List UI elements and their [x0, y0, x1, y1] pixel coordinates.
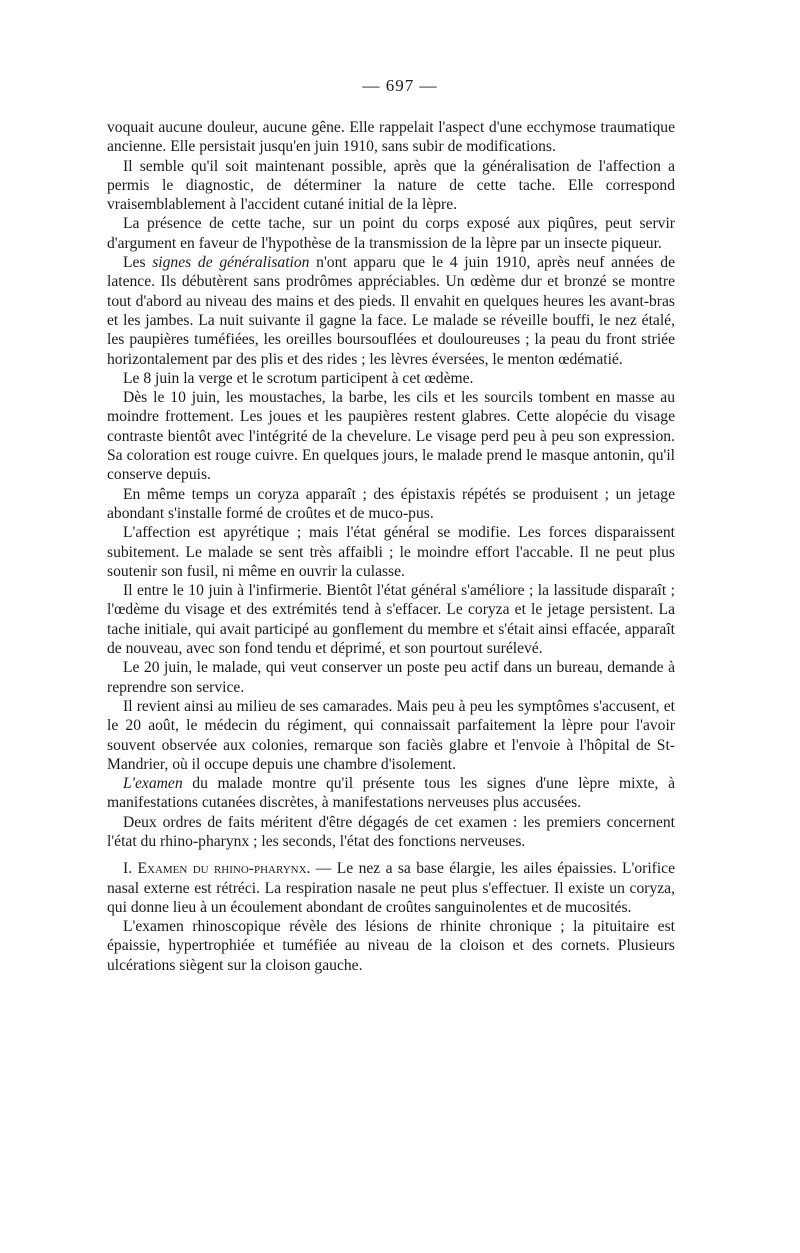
paragraph: Dès le 10 juin, les moustaches, la barbe, les cils et les sourcils tombent en masse au moindre frottement. Les joues et les paupières restent glabres. Cette alopécie du visage contraste bientôt avec l'intégrité de la chevelure. Le visage perd peu à peu son expression. Sa coloration est rouge cuivre. En quelques jours, le malade prend le masque antonin, qu'il conserve depuis. — [107, 389, 675, 484]
italic-term: signes de généralisation — [152, 254, 310, 272]
paragraph: Le 20 juin, le malade, qui veut conserver un poste peu actif dans un bureau, demande à reprendre son service. — [107, 659, 675, 696]
paragraph: Le 8 juin la verge et le scrotum participent à cet œdème. — [123, 369, 474, 387]
paragraph: Il revient ainsi au milieu de ses camarades. Mais peu à peu les symptômes s'accusent, et le 20 août, le médecin du régiment, qui connaissait parfaitement la lèpre pour l'avoir souvent observée aux colonies, remarque son faciès glabre et l'envoie à l'hôpital de St-Mandrier, où il occupe depuis une chambre d'isolement. — [107, 697, 675, 773]
paragraph: Il entre le 10 juin à l'infirmerie. Bientôt l'état général s'améliore ; la lassitude disparaît ; l'œdème du visage et des extrémités tend à s'effacer. Le coryza et le jetage persistent. La tache initiale, qui avait participé au gonflement du membre et s'était ainsi effacée, apparaît de nouveau, avec son fond tendu et déprimé, et son pourtout surélevé. — [107, 582, 675, 658]
page-number: — 697 — — [362, 76, 438, 95]
paragraph — [107, 774, 675, 813]
paragraph: voquait aucune douleur, aucune gêne. Elle rappelait l'aspect d'une ecchymose traumatique ancienne. Elle persistait jusqu'en juin 1910, sans subir de modifications. — [107, 119, 675, 156]
body-text — [107, 118, 675, 975]
text-run: Les — [123, 254, 153, 272]
text-run: — Le nez a sa base élargie, les ailes épaissies. L'orifice nasal externe est rétréci. La respiration nasale ne peut plus s'effectuer. Il existe un coryza, qui donne lieu à un écoulement abondant de croûtes sanguinolentes et de mucosités. — [107, 860, 676, 916]
paragraph: Deux ordres de faits méritent d'être dégagés de cet examen : les premiers concernent l'état du rhino-pharynx ; les seconds, l'état des fonctions nerveuses. — [107, 813, 675, 850]
paragraph — [107, 253, 675, 369]
text-run: du malade montre qu'il présente tous les signes d'une lèpre mixte, à manifestations cutanées discrètes, à manifestations nerveuses plus accusées. — [107, 775, 675, 812]
paragraph: L'affection est apyrétique ; mais l'état général se modifie. Les forces disparaissent subitement. Le malade se sent très affaibli ; le moindre effort l'accable. Il ne peut plus soutenir son fusil, ni même en ouvrir la culasse. — [107, 524, 675, 580]
section-paragraph — [107, 859, 675, 917]
paragraph: La présence de cette tache, sur un point du corps exposé aux piqûres, peut servir d'argument en faveur de l'hypothèse de la transmission de la lèpre par un insecte piqueur. — [107, 215, 675, 252]
italic-term: L'examen — [123, 775, 183, 793]
paragraph: Il semble qu'il soit maintenant possible, après que la généralisation de l'affection a permis le diagnostic, de déterminer la nature de cette tache. Elle correspond vraisemblablement à l'accident cutané initial de la lèpre. — [107, 157, 675, 214]
paragraph: En même temps un coryza apparaît ; des épistaxis répétés se produisent ; un jetage abondant s'installe formé de croûtes et de muco-pus. — [107, 485, 675, 522]
text-run: n'ont apparu que le 4 juin 1910, après neuf années de latence. Ils débutèrent sans prodrômes appréciables. Un œdème dur et bronzé se montre tout d'abord au niveau des mains et des pieds. Il envahit en quelques heures les avant-bras et les jambes. La nuit suivante il gagne la face. Le malade se réveille bouffi, le nez étalé, les paupières tuméfiées, les oreilles boursouflées et douloureuses ; la peau du front striée horizontalement par des plis et des rides ; les lèvres éversées, le menton œdématié. — [107, 254, 675, 368]
section-heading: Examen du rhino-pharynx. — [137, 860, 311, 878]
section-number: I. — [123, 860, 138, 878]
paragraph: L'examen rhinoscopique révèle des lésions de rhinite chronique ; la pituitaire est épaissie, hypertrophiée et tuméfiée au niveau de la cloison et des cornets. Plusieurs ulcérations siègent sur la cloison gauche. — [107, 918, 675, 974]
